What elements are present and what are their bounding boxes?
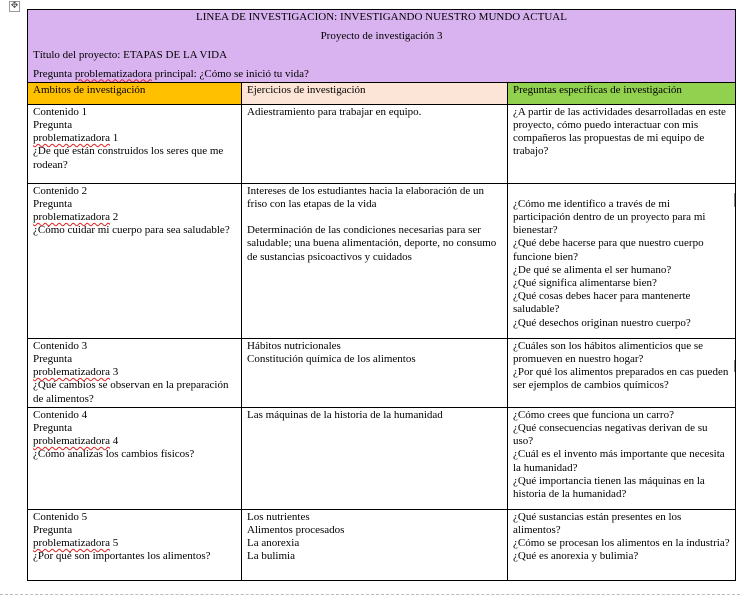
main-question-word: problematizadora bbox=[74, 67, 152, 80]
problematizadora-word: problematizadora bbox=[33, 366, 110, 379]
table-row bbox=[28, 338, 736, 407]
pregunta-label: Pregunta bbox=[33, 198, 73, 211]
ejercicio-item: Hábitos nutricionales bbox=[247, 339, 341, 352]
table-header[interactable] bbox=[28, 10, 736, 83]
pregunta-item: ¿Qué desechos originan nuestro cuerpo? bbox=[513, 316, 691, 329]
problematizadora-line bbox=[33, 211, 236, 224]
problematizadora-line bbox=[33, 366, 236, 379]
pregunta-item: ¿Qué debe hacerse para que nuestro cuerpo funcione bien? bbox=[513, 237, 704, 263]
ambito-cell[interactable] bbox=[28, 183, 242, 338]
ejercicios-cell[interactable] bbox=[242, 183, 508, 338]
problematizadora-number: 5 bbox=[109, 537, 119, 550]
problematizadora-line bbox=[33, 537, 236, 550]
problematizadora-word: problematizadora bbox=[33, 537, 110, 550]
table-row bbox=[28, 509, 736, 580]
problem-question: ¿Qué cambios se observan en la preparación de alimentos? bbox=[33, 379, 229, 405]
ambito-cell[interactable] bbox=[28, 338, 242, 407]
ejercicio-item: Constitución química de los alimentos bbox=[247, 353, 416, 366]
problem-question: ¿Por qué son importantes los alimentos? bbox=[33, 550, 211, 563]
research-table bbox=[27, 9, 736, 581]
ambito-cell[interactable] bbox=[28, 509, 242, 580]
problematizadora-number: 1 bbox=[109, 132, 119, 145]
project-title: Título del proyecto: ETAPAS DE LA VIDA bbox=[33, 49, 228, 62]
column-header-ejercicios[interactable]: Ejercicios de investigación bbox=[242, 82, 508, 104]
pregunta-item: ¿Qué cosas debes hacer para mantenerte saludable? bbox=[513, 290, 691, 316]
table-row bbox=[28, 104, 736, 183]
ejercicio-item: La bulimia bbox=[247, 550, 295, 563]
pregunta-item: ¿Cuál es el invento más importante que necesita la humanidad? bbox=[513, 448, 725, 474]
table-move-handle-icon[interactable]: ✥ bbox=[10, 1, 19, 11]
ejercicio-item: Determinación de las condiciones necesarias para ser saludable; una buena alimentación, deporte, no consumo de sustancias psicoactivos y cuidados bbox=[247, 224, 497, 263]
pregunta-item: ¿Cómo crees que funciona un carro? bbox=[513, 408, 674, 421]
contenido-label: Contenido 4 bbox=[33, 408, 88, 421]
problematizadora-number: 3 bbox=[109, 366, 119, 379]
problem-question: ¿Cómo cuidar mi cuerpo para sea saludable? bbox=[33, 224, 230, 237]
pregunta-item: ¿Por qué los alimentos preparados en cas pueden ser ejemplos de cambios químicos? bbox=[513, 366, 729, 392]
ambito-cell[interactable] bbox=[28, 104, 242, 183]
ejercicios-cell[interactable] bbox=[242, 509, 508, 580]
ejercicio-item: Los nutrientes bbox=[247, 510, 310, 523]
problematizadora-word: problematizadora bbox=[33, 435, 110, 448]
preguntas-cell[interactable] bbox=[508, 104, 736, 183]
preguntas-cell[interactable] bbox=[508, 407, 736, 509]
pregunta-item: ¿Qué importancia tienen las máquinas en la historia de la humanidad? bbox=[513, 474, 705, 501]
ejercicio-item: Intereses de los estudiantes hacia la elaboración de un friso con las etapas de la vida bbox=[247, 184, 485, 211]
problem-question: ¿De qué están construidos los seres que me rodean? bbox=[33, 145, 224, 171]
ejercicio-item: La anorexia bbox=[247, 537, 300, 550]
main-question-prefix: Pregunta bbox=[33, 67, 75, 80]
problematizadora-line bbox=[33, 435, 236, 448]
ejercicios-cell[interactable] bbox=[242, 338, 508, 407]
pregunta-item: ¿Cuáles son los hábitos alimenticios que se promueven en nuestro hogar? bbox=[513, 339, 704, 366]
main-question-suffix: principal: ¿Cómo se inició tu vida? bbox=[151, 67, 309, 80]
column-header-row bbox=[28, 82, 736, 104]
contenido-label: Contenido 3 bbox=[33, 339, 88, 352]
pregunta-label: Pregunta bbox=[33, 422, 73, 435]
pregunta-item: ¿A partir de las actividades desarrolladas en este proyecto, cómo puedo interactuar con mis compañeros las propuestas de mi equipo de trabajo? bbox=[513, 105, 726, 158]
contenido-label: Contenido 5 bbox=[33, 510, 88, 523]
problematizadora-number: 2 bbox=[109, 211, 119, 224]
pregunta-item: ¿De qué se alimenta el ser humano? bbox=[513, 263, 672, 276]
pregunta-item: ¿Qué sustancias están presentes en los alimentos? bbox=[513, 510, 682, 537]
page-boundary-line bbox=[0, 594, 740, 595]
preguntas-cell[interactable] bbox=[508, 338, 736, 407]
ejercicios-cell[interactable] bbox=[242, 407, 508, 509]
project-number: Proyecto de investigación 3 bbox=[320, 30, 443, 43]
table-row bbox=[28, 407, 736, 509]
pregunta-label: Pregunta bbox=[33, 524, 73, 537]
problematizadora-line bbox=[33, 132, 236, 145]
pregunta-item: ¿Qué consecuencias negativas derivan de su uso? bbox=[513, 422, 708, 448]
ejercicio-item: Alimentos procesados bbox=[247, 524, 345, 537]
problematizadora-word: problematizadora bbox=[33, 132, 110, 145]
pregunta-label: Pregunta bbox=[33, 119, 73, 132]
research-line-title: LINEA DE INVESTIGACION: INVESTIGANDO NUESTRO MUNDO ACTUAL bbox=[196, 11, 567, 23]
header-row bbox=[28, 10, 736, 83]
ejercicio-item: Las máquinas de la historia de la humanidad bbox=[247, 408, 443, 421]
preguntas-cell[interactable] bbox=[508, 509, 736, 580]
contenido-label: Contenido 1 bbox=[33, 105, 88, 118]
pregunta-item: ¿Cómo se procesan los alimentos en la industria? bbox=[513, 537, 730, 550]
problematizadora-word: problematizadora bbox=[33, 211, 110, 224]
ejercicio-item: Adiestramiento para trabajar en equipo. bbox=[247, 105, 422, 118]
problem-question: ¿Cómo analizas los cambios físicos? bbox=[33, 448, 195, 461]
column-header-ambitos[interactable]: Ambitos de investigación bbox=[28, 82, 242, 104]
pregunta-item: ¿Qué es anorexia y bulimia? bbox=[513, 550, 639, 563]
contenido-label: Contenido 2 bbox=[33, 184, 88, 197]
pregunta-item: ¿Qué significa alimentarse bien? bbox=[513, 277, 657, 290]
preguntas-cell[interactable] bbox=[508, 183, 736, 338]
problematizadora-number: 4 bbox=[109, 435, 119, 448]
pregunta-label: Pregunta bbox=[33, 353, 73, 366]
ambito-cell[interactable] bbox=[28, 407, 242, 509]
ejercicios-cell[interactable] bbox=[242, 104, 508, 183]
column-header-preguntas[interactable]: Preguntas específicas de investigación bbox=[508, 82, 736, 104]
pregunta-item: ¿Cómo me identifico a través de mi participación dentro de un proyecto para mi bienestar? bbox=[513, 197, 706, 237]
main-question bbox=[33, 68, 730, 81]
table-row bbox=[28, 183, 736, 338]
